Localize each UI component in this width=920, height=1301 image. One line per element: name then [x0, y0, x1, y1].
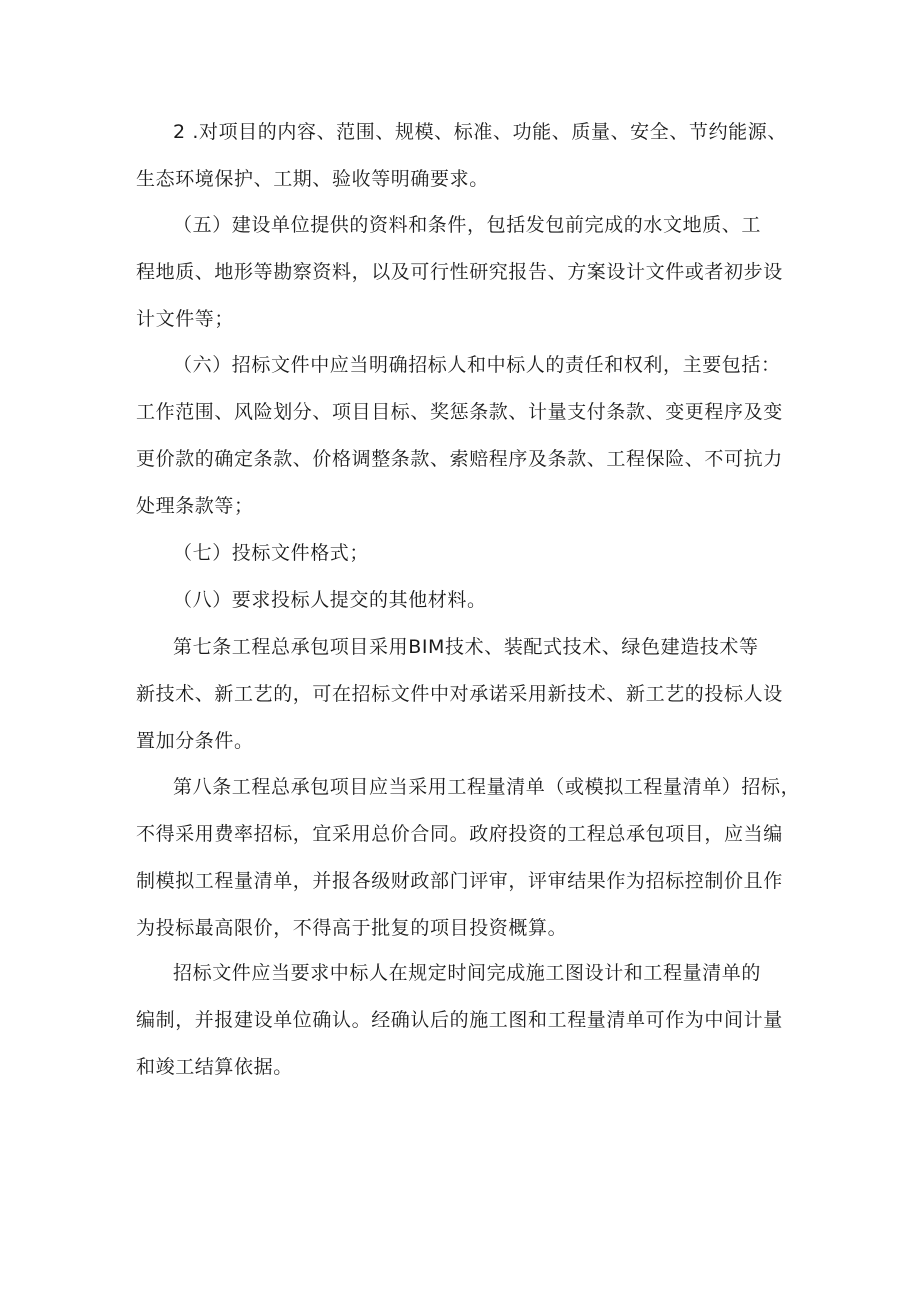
paragraph-line: 第七条工程总承包项目采用BIM技术、装配式技术、绿色建造技术等 — [173, 636, 759, 658]
paragraph-line: 生态环境保护、工期、验收等明确要求。 — [136, 168, 489, 190]
paragraph-line: 不得采用费率招标，宜采用总价合同。政府投资的工程总承包项目，应当编 — [136, 823, 783, 845]
paragraph-item-5-materials — [136, 202, 796, 343]
paragraph-item-2-requirements — [136, 109, 796, 203]
paragraph-line: 计文件等； — [136, 308, 235, 330]
paragraph-line: 招标文件应当要求中标人在规定时间完成施工图设计和工程量清单的 — [173, 962, 762, 984]
paragraph-article-8 — [136, 764, 801, 952]
paragraph-line: 工作范围、风险划分、项目目标、奖惩条款、计量支付条款、变更程序及变 — [136, 401, 783, 423]
paragraph-line: 处理条款等； — [136, 495, 254, 517]
paragraph-line: （七）投标文件格式； — [173, 542, 370, 564]
paragraph-line: 新技术、新工艺的，可在招标文件中对承诺采用新技术、新工艺的投标人设 — [136, 683, 783, 705]
paragraph-line: 制模拟工程量清单，并报各级财政部门评审，评审结果作为招标控制价且作 — [136, 870, 783, 892]
paragraph-line: （六）招标文件中应当明确招标人和中标人的责任和权利，主要包括： — [173, 354, 781, 376]
paragraph-design-confirmation — [136, 950, 796, 1091]
paragraph-line: 置加分条件。 — [136, 730, 254, 752]
paragraph-line: 程地质、地形等勘察资料，以及可行性研究报告、方案设计文件或者初步设 — [136, 261, 783, 283]
paragraph-line: （八）要求投标人提交的其他材料。 — [173, 589, 487, 611]
paragraph-item-6-responsibilities — [136, 342, 796, 530]
paragraph-item-8-other-materials — [136, 577, 796, 624]
paragraph-line: 为投标最高限价，不得高于批复的项目投资概算。 — [136, 917, 568, 939]
paragraph-article-7 — [136, 624, 796, 765]
paragraph-line: 2 .对项目的内容、范围、规模、标准、功能、质量、安全、节约能源、 — [173, 121, 787, 143]
paragraph-item-7-bid-format — [136, 530, 796, 577]
paragraph-line: 更价款的确定条款、价格调整条款、索赔程序及条款、工程保险、不可抗力 — [136, 448, 783, 470]
paragraph-line: （五）建设单位提供的资料和条件，包括发包前完成的水文地质、工 — [173, 214, 762, 236]
paragraph-line: 编制，并报建设单位确认。经确认后的施工图和工程量清单可作为中间计量 — [136, 1009, 783, 1031]
paragraph-line: 第八条工程总承包项目应当采用工程量清单（或模拟工程量清单）招标， — [173, 776, 801, 798]
paragraph-line: 和竣工结算依据。 — [136, 1056, 293, 1078]
